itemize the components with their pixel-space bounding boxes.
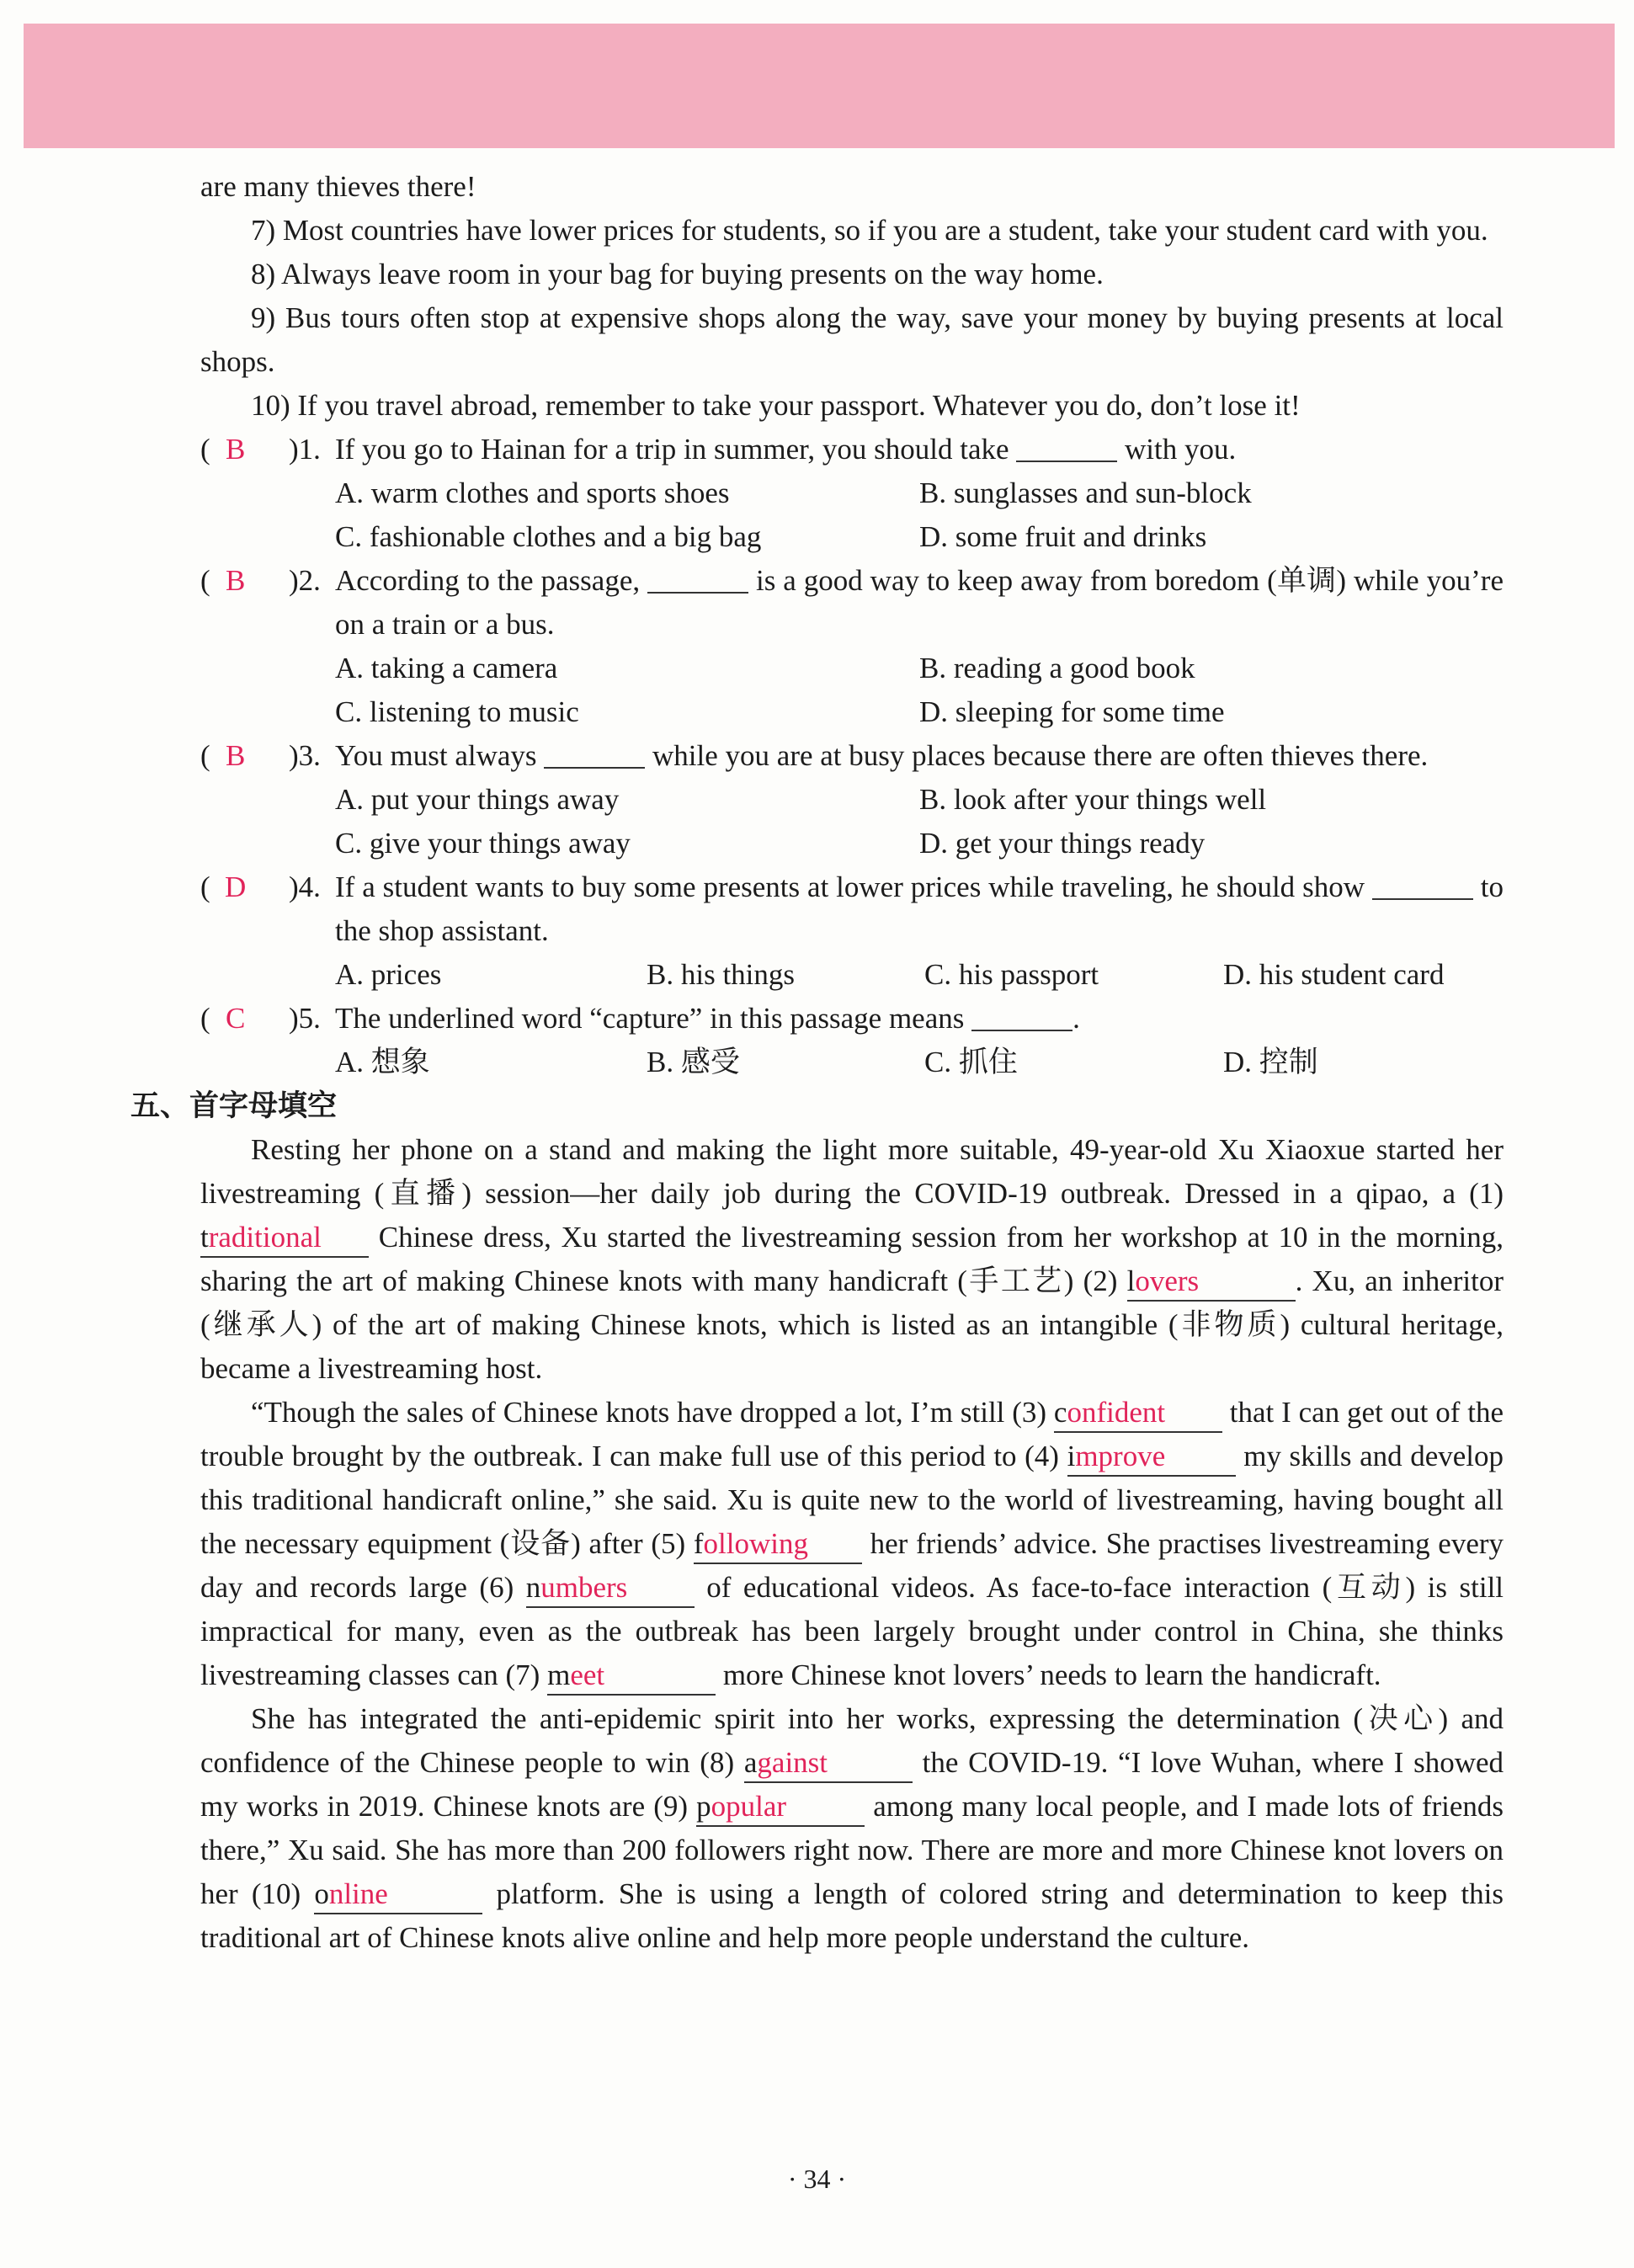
option-a: A. 想象 bbox=[335, 1046, 430, 1078]
options-4 bbox=[200, 953, 1504, 997]
option-c: C. fashionable clothes and a big bag bbox=[335, 520, 762, 553]
answer-blank bbox=[647, 563, 748, 594]
question-3: ( B )3. You must always while you are at busy places because there are often thieves there. bbox=[200, 734, 1504, 778]
page-number: · 34 · bbox=[787, 2164, 847, 2194]
question-5: ( C )5. The underlined word “capture” in this passage means . bbox=[200, 997, 1504, 1041]
option-c: C. 抓住 bbox=[924, 1046, 1018, 1078]
tip-10: 10) If you travel abroad, remember to take your passport. Whatever you do, don’t lose it! bbox=[251, 389, 1301, 422]
option-c: C. listening to music bbox=[335, 695, 579, 728]
answer-3: B bbox=[225, 739, 246, 772]
tip-continued: are many thieves there! bbox=[200, 170, 476, 203]
option-b: B. his things bbox=[647, 958, 796, 991]
option-d: D. his student card bbox=[1223, 958, 1445, 991]
fill-blank-5: following bbox=[694, 1525, 862, 1564]
option-b: B. sunglasses and sun-block bbox=[919, 476, 1252, 509]
options-2a bbox=[200, 647, 1504, 690]
option-b: B. 感受 bbox=[647, 1046, 740, 1078]
fill-blank-7: meet bbox=[547, 1657, 716, 1696]
answer-2: B bbox=[225, 564, 246, 597]
question-2: ( B )2. According to the passage, is a good way to keep away from boredom (单调) while you’re on a train or a bus. bbox=[200, 559, 1504, 647]
options-1a bbox=[200, 471, 1504, 515]
options-1b bbox=[200, 515, 1504, 559]
fill-blank-8: against bbox=[744, 1744, 913, 1783]
passage-paragraph-2: “Though the sales of Chinese knots have dropped a lot, I’m still (3) confident that I can get out of the trouble brought by the outbreak. I can make full use of this period to (4) improve my skills and develop this traditional handicraft online,” she said. Xu is quite new to the world of livestreaming, having bought all the necessary equipment (设备) after (5) following her friends’ advice. She practises livestreaming every day and records large (6) numbers of educational videos. As face-to-face interaction (互动) is still impractical for many, even as the outbreak has been largely brought under control in China, she thinks livestreaming classes can (7) meet more Chinese knot lovers’ needs to learn the handicraft. bbox=[200, 1391, 1504, 1697]
option-c: C. give your things away bbox=[335, 827, 631, 860]
option-a: A. taking a camera bbox=[335, 652, 558, 684]
header-banner bbox=[24, 24, 1615, 148]
question-1: ( B )1. If you go to Hainan for a trip in summer, you should take with you. bbox=[200, 428, 1504, 471]
answer-blank bbox=[1372, 870, 1473, 900]
option-b: B. reading a good book bbox=[919, 652, 1195, 684]
passage-paragraph-3: She has integrated the anti-epidemic spirit into her works, expressing the determination (决心) and confidence of the Chinese people to win (8) against the COVID-19. “I love Wuhan, where I showed my works in 2019. Chinese knots are (9) popular among many local people, and I made lots of friends there,” Xu said. She has more than 200 followers right now. There are more and more Chinese knot lovers on her (10) online platform. She is using a length of colored string and determination to keep this traditional art of Chinese knots alive online and help more people understand the culture. bbox=[200, 1702, 1504, 1954]
option-d: D. sleeping for some time bbox=[919, 695, 1225, 728]
option-c: C. his passport bbox=[924, 958, 1099, 991]
question-number: )2. bbox=[289, 564, 321, 597]
fill-blank-9: popular bbox=[696, 1788, 865, 1827]
option-d: D. 控制 bbox=[1223, 1046, 1318, 1078]
option-d: D. get your things ready bbox=[919, 827, 1206, 860]
answer-blank bbox=[544, 738, 645, 769]
answer-4: D bbox=[225, 870, 247, 903]
question-number: )5. bbox=[289, 1002, 321, 1035]
answer-5: C bbox=[225, 1002, 246, 1035]
option-d: D. some fruit and drinks bbox=[919, 520, 1207, 553]
fill-blank-6: numbers bbox=[526, 1569, 695, 1608]
options-2b bbox=[200, 690, 1504, 734]
fill-blank-1: traditional bbox=[200, 1219, 369, 1258]
fill-blank-3: confident bbox=[1054, 1394, 1222, 1433]
page-content bbox=[130, 165, 1504, 1960]
question-number: )4. bbox=[289, 870, 321, 903]
fill-blank-10: online bbox=[314, 1876, 482, 1914]
question-number: )1. bbox=[289, 433, 321, 466]
options-5 bbox=[200, 1041, 1504, 1084]
option-a: A. prices bbox=[335, 958, 442, 991]
tip-9: 9) Bus tours often stop at expensive shops along the way, save your money by buying presents at local shops. bbox=[200, 301, 1504, 378]
option-b: B. look after your things well bbox=[919, 783, 1267, 816]
fill-blank-2: lovers bbox=[1127, 1263, 1296, 1302]
tip-8: 8) Always leave room in your bag for buying presents on the way home. bbox=[251, 258, 1104, 290]
answer-blank bbox=[1016, 432, 1117, 462]
fill-blank-4: improve bbox=[1067, 1438, 1236, 1477]
tip-7: 7) Most countries have lower prices for students, so if you are a student, take your student card with you. bbox=[251, 214, 1488, 247]
options-3a bbox=[200, 778, 1504, 822]
options-3b bbox=[200, 822, 1504, 865]
option-a: A. put your things away bbox=[335, 783, 620, 816]
section-title: 五、首字母填空 bbox=[130, 1089, 338, 1123]
answer-blank bbox=[971, 1001, 1072, 1031]
option-a: A. warm clothes and sports shoes bbox=[335, 476, 730, 509]
passage-paragraph-1: Resting her phone on a stand and making the light more suitable, 49-year-old Xu Xiaoxue started her livestreaming (直播) session—her daily job during the COVID-19 outbreak. Dressed in a qipao, a (1) traditional Chinese dress, Xu started the livestreaming session from her workshop at 10 in the morning, sharing the art of making Chinese knots with many handicraft (手工艺) (2) lovers . Xu, an inheritor (继承人) of the art of making Chinese knots, which is listed as an intangible (非物质) cultural heritage, became a livestreaming host. bbox=[200, 1133, 1504, 1385]
answer-1: B bbox=[225, 433, 246, 466]
question-number: )3. bbox=[289, 739, 321, 772]
question-4: ( D )4. If a student wants to buy some presents at lower prices while traveling, he should show to the shop assistant. bbox=[200, 865, 1504, 953]
